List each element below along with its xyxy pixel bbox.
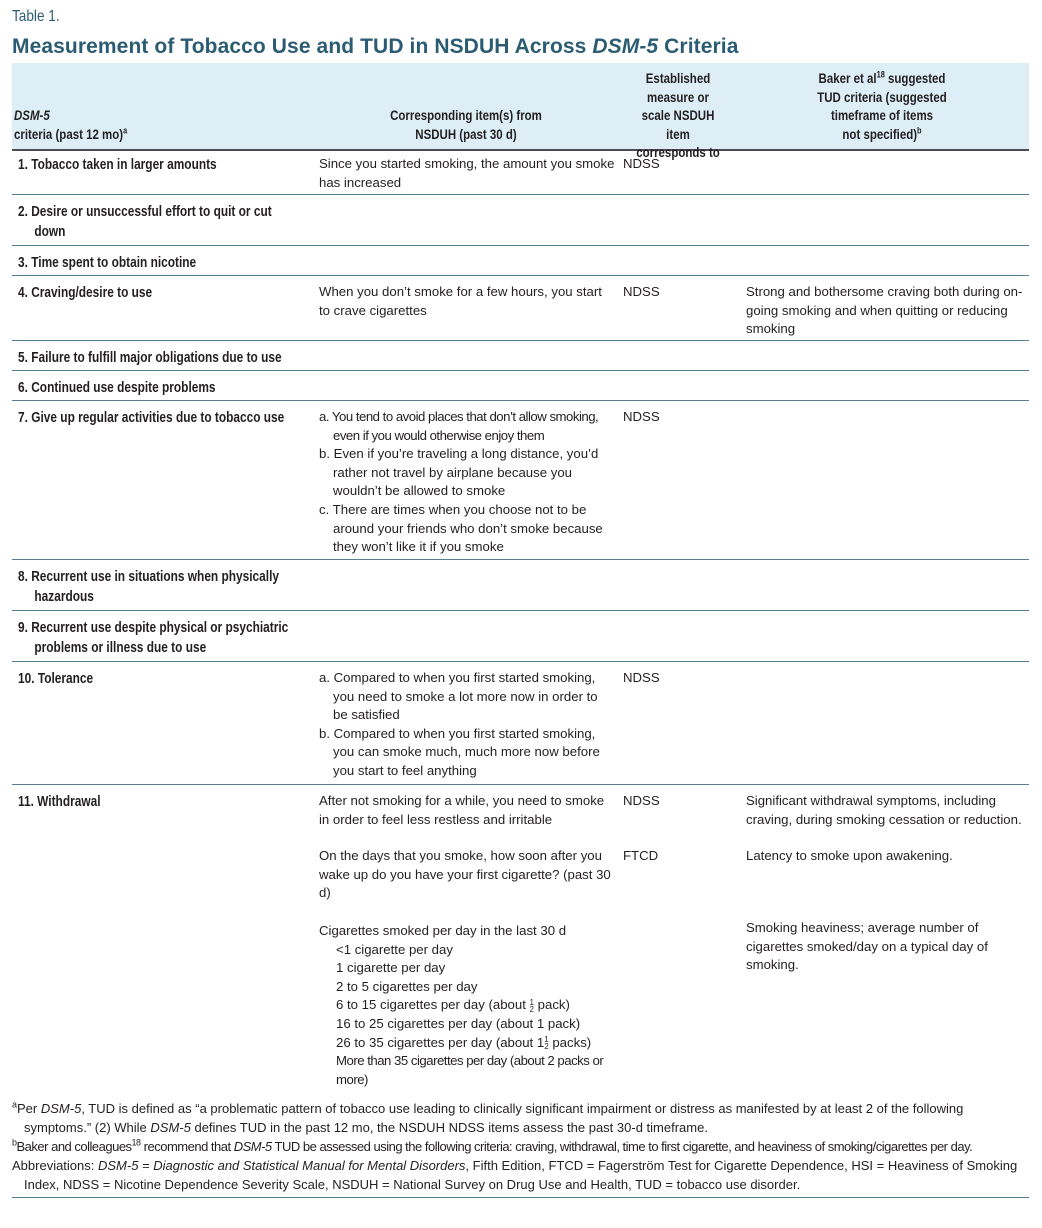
footnote-text: defines TUD in the past 12 mo, the NSDUH NDSS items assess the past 30-d timeframe. — [190, 1120, 708, 1135]
header-col-baker — [771, 69, 992, 143]
reference-marker: 18 — [876, 69, 885, 80]
footnote-italic: DSM-5 — [150, 1120, 191, 1135]
header-col3-line: corresponds to — [636, 144, 720, 160]
nsduh-item — [319, 408, 615, 557]
footnote-marker: a — [123, 124, 128, 135]
footnote-text: , Fifth Edition, FTCD = Fagerström Test for Cigarette Dependence, HSI = Heaviness of Smoking Index, NDSS = Nicotine Dependence Severity Scale, NSDUH = National Survey on Drug Use and Health, TUD = tobacco use disorder. — [24, 1158, 1018, 1192]
cigarettes-options — [319, 941, 615, 1090]
nsduh-item: Since you started smoking, the amount you smoke has increased — [319, 156, 615, 190]
footnotes — [12, 1099, 1029, 1198]
criterion — [18, 155, 297, 175]
cigarettes-option: 16 to 25 cigarettes per day (about 1 pack) — [336, 1015, 581, 1031]
criterion — [18, 378, 297, 398]
table-header — [12, 63, 1029, 160]
criterion-text: Withdrawal — [37, 794, 101, 810]
measure: NDSS — [623, 793, 660, 808]
criterion — [18, 792, 297, 812]
criterion-text: Recurrent use in situations when physically — [31, 569, 280, 585]
criterion — [18, 408, 297, 428]
criterion-number: 7. — [18, 410, 28, 426]
footnote-abbreviations — [12, 1156, 1029, 1194]
fraction-denominator: 2 — [544, 1042, 549, 1052]
table-row — [12, 402, 1029, 560]
criterion — [18, 567, 297, 607]
table-row — [12, 149, 1029, 195]
footnote-marker: a — [12, 1099, 18, 1110]
footnote-a — [12, 1099, 1029, 1137]
title-text: Measurement of Tobacco Use and TUD in NSDUH Across — [12, 35, 593, 58]
table-label: Table 1. — [12, 8, 60, 25]
header-col4-line: timeframe of items — [830, 107, 934, 123]
cigarettes-per-day-item — [319, 922, 615, 1089]
header-col4-text: Baker et al — [818, 70, 877, 86]
measure: NDSS — [623, 409, 660, 424]
criterion-number: 8. — [18, 569, 28, 585]
header-col-items — [343, 106, 589, 143]
baker-criteria: Strong and bothersome craving both during on-going smoking and when quitting or reducing smoking — [746, 284, 1023, 337]
table-row — [12, 786, 1029, 1096]
header-col4-text: suggested — [884, 70, 946, 86]
criterion-text-wrap: down — [34, 224, 66, 240]
sub-item: b. Compared to when you first started smoking, you can smoke much, much more now before you start to feel anything — [319, 725, 600, 778]
criterion-text-wrap: hazardous — [34, 589, 94, 605]
footnote-marker: b — [12, 1137, 17, 1148]
criterion-number: 4. — [18, 285, 28, 301]
criterion — [18, 202, 297, 242]
criterion — [18, 669, 297, 689]
header-col2-line: Corresponding item(s) from — [390, 107, 542, 123]
footnote-text: Per — [17, 1101, 41, 1116]
header-col1-text: criteria (past 12 mo) — [14, 125, 124, 142]
footnote-italic: DSM-5 — [40, 1101, 82, 1116]
option-text-suffix: packs) — [548, 1034, 592, 1050]
header-col4-line: TUD criteria (suggested — [817, 88, 947, 105]
sub-item: a. You tend to avoid places that don’t allow smoking, even if you would otherwise enjoy them — [319, 409, 599, 443]
baker-criteria: Significant withdrawal symptoms, including craving, during smoking cessation or reduction. — [746, 793, 1022, 827]
footnote-text: recommend that — [140, 1139, 234, 1154]
sub-item: b. Even if you’re traveling a long distance, you’d rather not travel by airplane because you wouldn’t be allowed to smoke — [319, 446, 599, 499]
sub-item: a. Compared to when you first started smoking, you need to smoke a lot more now in order to be satisfied — [319, 670, 598, 723]
measure: NDSS — [623, 284, 660, 299]
criterion — [18, 283, 297, 303]
fraction-numerator: 1 — [544, 1035, 549, 1045]
table-row — [12, 277, 1029, 341]
footnote-b — [12, 1137, 1029, 1156]
header-col2-line: NSDUH (past 30 d) — [415, 125, 517, 142]
cigarettes-option: 2 to 5 cigarettes per day — [336, 978, 478, 994]
footnote-text: Baker and colleagues — [16, 1139, 132, 1154]
baker-criteria: Smoking heaviness; average number of cigarettes smoked/day on a typical day of smoking. — [746, 920, 988, 973]
criterion-text: Tobacco taken in larger amounts — [31, 157, 217, 173]
table-title — [12, 35, 738, 59]
footnote-italic: Diagnostic and Statistical Manual for Mental Disorders — [153, 1158, 466, 1173]
footnote-text: Abbreviations: — [12, 1158, 98, 1173]
option-text: 6 to 15 cigarettes per day (about — [336, 997, 530, 1013]
table-row — [12, 612, 1029, 662]
footnote-text: TUD be assessed using the following criteria: craving, withdrawal, time to first cigarette, and heaviness of smoking/cigarettes per day. — [271, 1139, 973, 1154]
criterion-number: 11. — [18, 794, 34, 810]
header-col3-line: Established — [645, 70, 711, 86]
cigarettes-item-title: Cigarettes smoked per day in the last 30 d — [319, 923, 567, 938]
criterion-text: Give up regular activities due to tobacco use — [31, 410, 285, 426]
header-col3-line: scale NSDUH item — [641, 107, 715, 142]
footnote-marker: b — [917, 124, 922, 135]
table-row — [12, 342, 1029, 371]
criterion-number: 5. — [18, 350, 28, 366]
header-col4-line: not specified) — [842, 125, 918, 142]
table-row — [12, 372, 1029, 401]
option-text-suffix: pack) — [534, 997, 570, 1013]
table-row — [12, 247, 1029, 276]
cigarettes-option: <1 cigarette per day — [336, 941, 453, 957]
header-col3-line: measure or — [647, 88, 709, 105]
footnote-italic: DSM-5 — [98, 1158, 139, 1173]
sub-item: c. There are times when you choose not to be around your friends who don’t smoke because they won’t like it if you smoke — [319, 501, 603, 555]
reference-marker: 18 — [131, 1137, 141, 1148]
cigarettes-option: More than 35 cigarettes per day (about 2 packs or more) — [336, 1053, 604, 1087]
cigarettes-option: 1 cigarette per day — [336, 960, 446, 976]
criterion-text-wrap: problems or illness due to use — [34, 640, 207, 656]
nsduh-item: On the days that you smoke, how soon after you wake up do you have your first cigarette? (past 30 d) — [319, 848, 611, 901]
header-col1-italic: DSM-5 — [14, 107, 50, 123]
table-row — [12, 561, 1029, 611]
nsduh-item: After not smoking for a while, you need to smoke in order to feel less restless and irritable — [319, 793, 605, 827]
criterion-text: Desire or unsuccessful effort to quit or cut — [31, 204, 272, 220]
nsduh-item — [319, 669, 615, 781]
criterion-text: Time spent to obtain nicotine — [31, 255, 197, 271]
criterion-text: Recurrent use despite physical or psychiatric — [31, 620, 289, 636]
cigarettes-option — [336, 1034, 615, 1053]
footnote-italic: DSM-5 — [233, 1139, 272, 1154]
footnote-text: = — [138, 1158, 154, 1173]
criterion-text: Craving/desire to use — [31, 285, 153, 301]
nsduh-item: When you don’t smoke for a few hours, you start to crave cigarettes — [319, 284, 602, 318]
option-text: 26 to 35 cigarettes per day (about 1 — [336, 1034, 545, 1050]
criterion-text: Tolerance — [37, 671, 94, 687]
baker-criteria: Latency to smoke upon awakening. — [746, 848, 953, 863]
title-italic: DSM-5 — [592, 35, 659, 58]
criterion-number: 1. — [18, 157, 28, 173]
header-col-measure — [630, 69, 727, 162]
header-col-criteria — [14, 106, 260, 143]
criterion-number: 9. — [18, 620, 28, 636]
footnote-text: , TUD is defined as “a problematic pattern of tobacco use leading to clinically significant impairment or distress as manifested by at least 2 of the following symptoms.” (2) While — [24, 1101, 964, 1135]
criterion — [18, 618, 297, 658]
criterion-number: 6. — [18, 380, 28, 396]
criterion-text: Continued use despite problems — [31, 380, 216, 396]
fraction-denominator: 2 — [529, 1004, 534, 1014]
criterion-number: 2. — [18, 204, 28, 220]
criterion — [18, 348, 297, 368]
criterion-number: 3. — [18, 255, 28, 271]
table-row — [12, 196, 1029, 246]
table-row — [12, 663, 1029, 785]
measure: NDSS — [623, 670, 660, 685]
criterion-number: 10. — [18, 671, 35, 687]
cigarettes-option — [336, 996, 615, 1015]
criterion — [18, 253, 297, 273]
measure: FTCD — [623, 848, 659, 863]
fraction-numerator: 1 — [529, 997, 534, 1007]
criterion-text: Failure to fulfill major obligations due to use — [31, 350, 282, 366]
title-text-end: Criteria — [658, 35, 739, 58]
measure: NDSS — [623, 156, 660, 171]
